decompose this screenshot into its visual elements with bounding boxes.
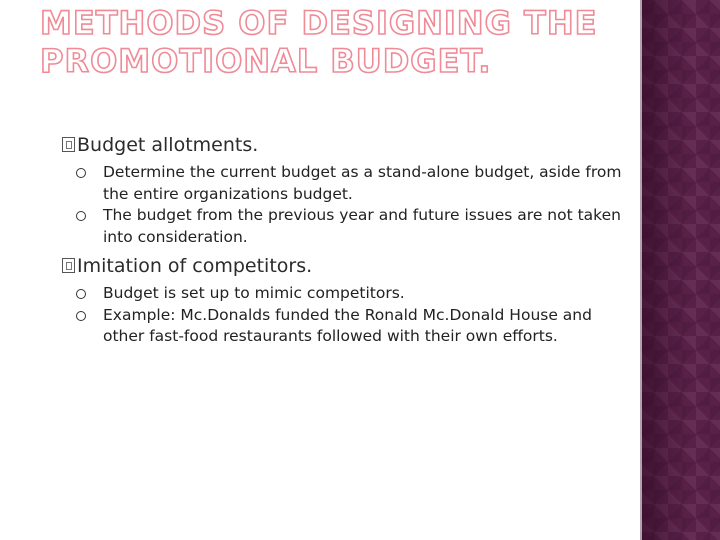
list-item bbox=[76, 305, 622, 348]
circle-bullet-icon bbox=[76, 289, 86, 299]
slide-title-line-2: PROMOTIONAL BUDGET. bbox=[40, 42, 492, 80]
bullet-list bbox=[62, 162, 622, 248]
section-imitation-of-competitors bbox=[62, 252, 622, 348]
missing-glyph-bullet-icon bbox=[62, 258, 75, 273]
list-item bbox=[76, 205, 622, 248]
section-heading-text: Imitation of competitors. bbox=[77, 255, 313, 277]
missing-glyph-bullet-icon bbox=[62, 137, 75, 152]
section-heading bbox=[62, 252, 622, 280]
list-item-text: Example: Mc.Donalds funded the Ronald Mc.Donald House and other fast-food restaurants followed with their own efforts. bbox=[103, 305, 592, 345]
list-item bbox=[76, 283, 622, 305]
slide-title-line-1: METHODS OF DESIGNING THE bbox=[40, 4, 598, 42]
circle-bullet-icon bbox=[76, 168, 86, 178]
list-item-text: Determine the current budget as a stand-alone budget, aside from the entire organizations budget. bbox=[103, 163, 622, 203]
circle-bullet-icon bbox=[76, 311, 86, 321]
decorative-panel-divider bbox=[640, 0, 642, 540]
decorative-side-panel-shade bbox=[640, 0, 720, 540]
list-item-text: The budget from the previous year and future issues are not taken into consideration. bbox=[103, 206, 621, 246]
list-item-text: Budget is set up to mimic competitors. bbox=[103, 284, 405, 302]
bullet-list bbox=[62, 283, 622, 348]
section-heading bbox=[62, 131, 622, 159]
slide-title bbox=[40, 4, 600, 80]
section-budget-allotments bbox=[62, 131, 622, 248]
circle-bullet-icon bbox=[76, 211, 86, 221]
section-heading-text: Budget allotments. bbox=[77, 134, 259, 156]
slide-body bbox=[62, 131, 622, 348]
list-item bbox=[76, 162, 622, 205]
